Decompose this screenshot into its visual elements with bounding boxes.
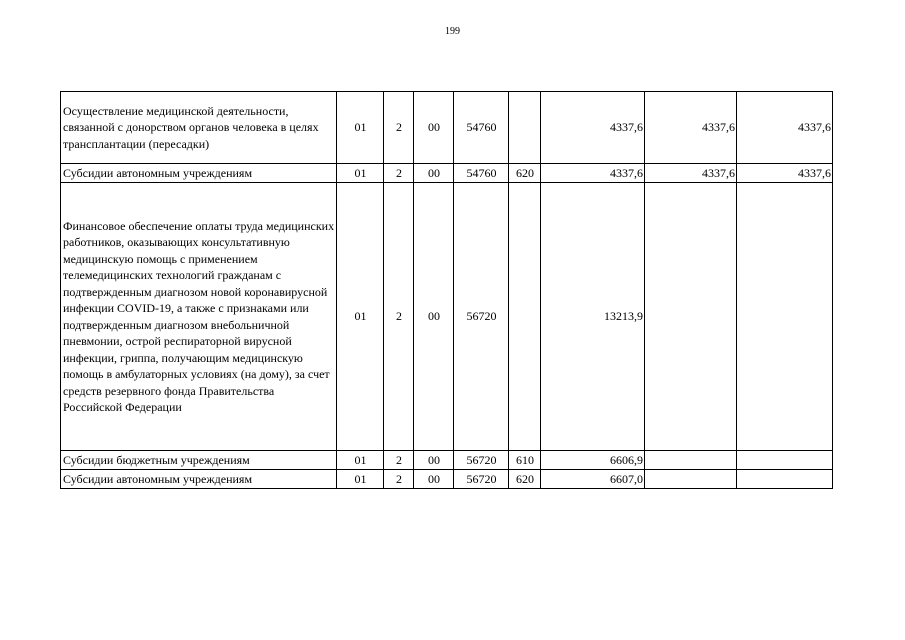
code2-cell: 2	[384, 92, 414, 164]
code2-cell: 2	[384, 183, 414, 451]
code4-cell: 56720	[454, 451, 509, 470]
code3-cell: 00	[414, 470, 454, 489]
code1-cell: 01	[337, 164, 384, 183]
sum3-cell	[737, 183, 833, 451]
table-row	[61, 183, 833, 451]
vr-cell: 620	[509, 164, 541, 183]
sum3-cell: 4337,6	[737, 164, 833, 183]
row-name-cell: Субсидии автономным учреждениям	[61, 470, 337, 489]
code2-cell: 2	[384, 451, 414, 470]
vr-cell: 610	[509, 451, 541, 470]
sum1-cell: 4337,6	[541, 164, 645, 183]
sum2-cell	[645, 451, 737, 470]
sum1-cell: 6607,0	[541, 470, 645, 489]
row-name-cell: Осуществление медицинской деятельности, связанной с донорством органов человека в целях трансплантации (пересадки)	[61, 92, 337, 164]
sum1-cell: 13213,9	[541, 183, 645, 451]
sum1-cell: 6606,9	[541, 451, 645, 470]
row-name-cell: Финансовое обеспечение оплаты труда медицинских работников, оказывающих консультативную медицинскую помощь с применением телемедицинских технологий гражданам с подтвержденным диагнозом новой коронавирусной инфекции COVID-19, а также с признаками или подтвержденным диагнозом внебольничной пневмонии, острой респираторной вирусной инфекции, гриппа, получающим медицинскую помощь в амбулаторных условиях (на дому), за счет средств резервного фонда Правительства Российской Федерации	[61, 183, 337, 451]
code4-cell: 54760	[454, 164, 509, 183]
code3-cell: 00	[414, 451, 454, 470]
table-row	[61, 470, 833, 489]
code1-cell: 01	[337, 183, 384, 451]
table-row	[61, 92, 833, 164]
code1-cell: 01	[337, 470, 384, 489]
code4-cell: 54760	[454, 92, 509, 164]
sum3-cell: 4337,6	[737, 92, 833, 164]
code1-cell: 01	[337, 451, 384, 470]
code1-cell: 01	[337, 92, 384, 164]
row-name-cell: Субсидии автономным учреждениям	[61, 164, 337, 183]
vr-cell	[509, 92, 541, 164]
code3-cell: 00	[414, 183, 454, 451]
sum1-cell: 4337,6	[541, 92, 645, 164]
sum2-cell: 4337,6	[645, 92, 737, 164]
sum3-cell	[737, 470, 833, 489]
code3-cell: 00	[414, 92, 454, 164]
table-row	[61, 451, 833, 470]
page-number: 199	[445, 26, 460, 37]
vr-cell: 620	[509, 470, 541, 489]
code2-cell: 2	[384, 470, 414, 489]
sum3-cell	[737, 451, 833, 470]
sum2-cell	[645, 183, 737, 451]
table-row	[61, 164, 833, 183]
budget-table	[60, 91, 833, 489]
code2-cell: 2	[384, 164, 414, 183]
code4-cell: 56720	[454, 183, 509, 451]
code4-cell: 56720	[454, 470, 509, 489]
sum2-cell: 4337,6	[645, 164, 737, 183]
code3-cell: 00	[414, 164, 454, 183]
vr-cell	[509, 183, 541, 451]
row-name-cell: Субсидии бюджетным учреждениям	[61, 451, 337, 470]
sum2-cell	[645, 470, 737, 489]
